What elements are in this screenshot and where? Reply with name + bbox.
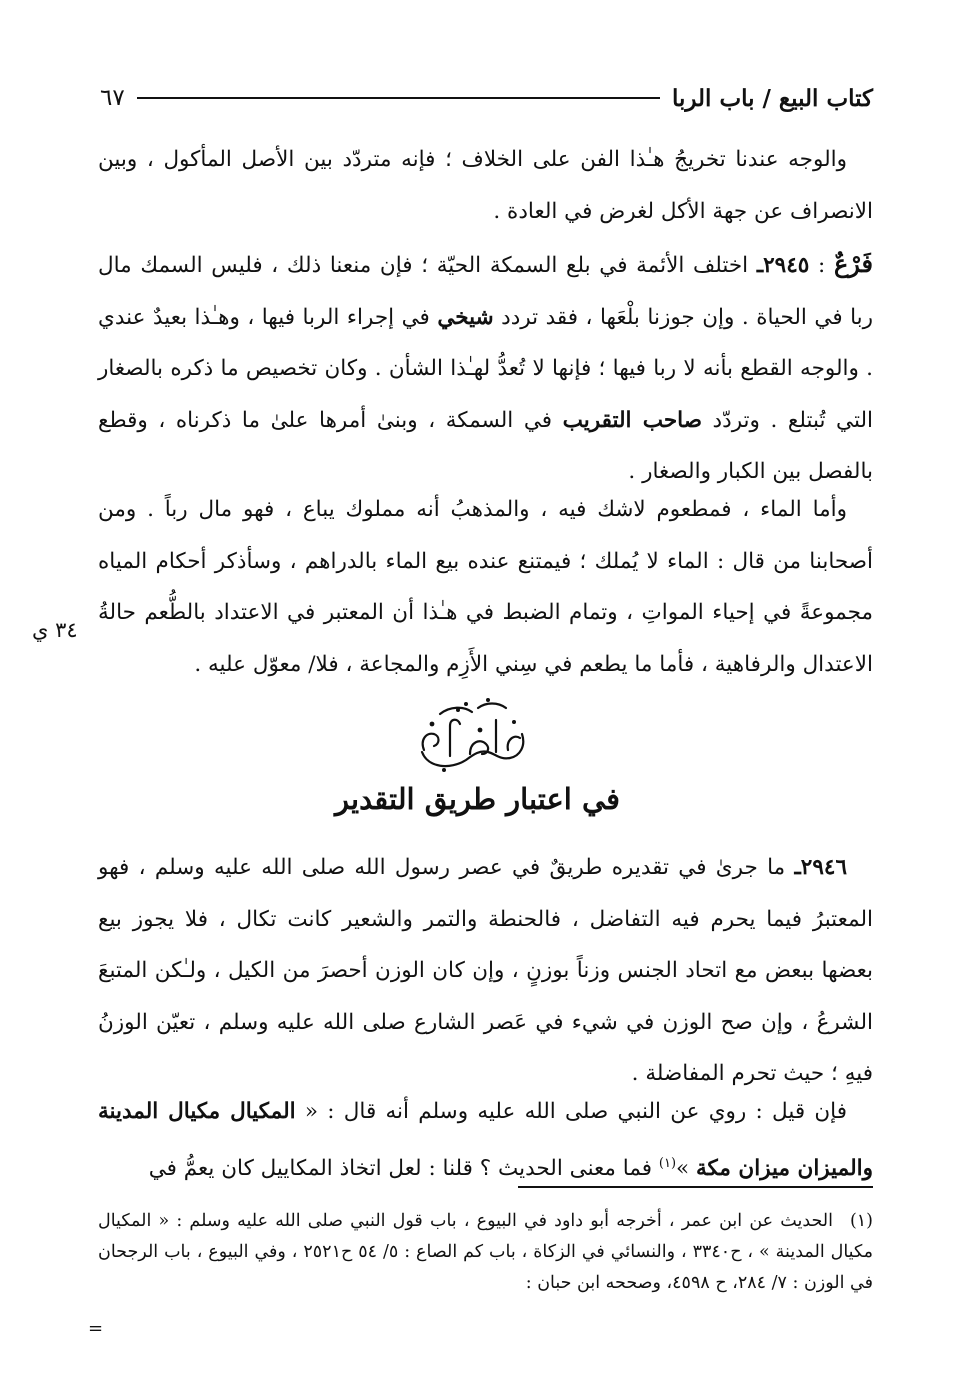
paragraph-2-bold-shaykhi: شيخي xyxy=(437,304,494,330)
hadith-quote: المكيال مكيال المدينة والميزان ميزان مكة xyxy=(98,1099,873,1181)
paragraph-5 xyxy=(98,1086,873,1194)
manuscript-folio-note: ٣٤ ي xyxy=(32,618,78,642)
paragraph-3 xyxy=(98,484,873,690)
header-rule xyxy=(137,97,660,99)
paragraph-5-text-c: » xyxy=(676,1155,697,1181)
footnote-separator xyxy=(518,1186,873,1188)
footnote-text: الحديث عن ابن عمر ، أخرجه أبو داود في البيوع ، باب قول النبي صلى الله عليه وسلم : « المكيال مكيال المدينة » ، ح٣٣٤٠ ، والنسائي في الزكاة ، باب كم الصاع : ٥/ ٥٤ ح٢٥٢١ ، وفي البيوع ، باب الرجحان في الوزن : ٧/ ٢٨٤، ح ٤٥٩٨، وصححه ابن حبان : xyxy=(98,1211,873,1293)
paragraph-3-text: وأما الماء ، فمطعوم لاشك فيه ، والمذهبُ أنه مملوك يباع ، فهو مال رباً . ومن أصحابنا من قال : الماء لا يُملك ؛ فيمتنع عنده بيع الماء بالدراهم ، وسأذكر أحكام المياه مجموعةً في إحياء المواتِ ، وتمام الضبط في هـٰذا أن المعتبر في الاعتداد بالطُّعم حالةُ الاعتدال والرفاهية ، فأما ما يطعم في سِني الأَزِم والمجاعة ، فلا/ معوّل عليه . xyxy=(98,497,873,677)
paragraph-2-text-e: في السمكة ، وبنىٰ أمرها علىٰ ما ذكرناه ، وقطع بالفصل بين الكبار والصغار . xyxy=(98,407,873,484)
page-number: ٦٧ xyxy=(100,85,125,111)
section-heading: في اعتبار طريق التقدير xyxy=(335,782,620,816)
footnote-number: (١) xyxy=(849,1211,873,1231)
issue-number-2945: ٢٩٤٥ـ xyxy=(756,253,810,278)
footnote-ref-1[interactable]: (١) xyxy=(658,1155,677,1171)
paragraph-4 xyxy=(98,842,873,1100)
footnote-continuation-mark: = xyxy=(88,1318,104,1339)
far-label: فَرْعٌ xyxy=(833,249,873,278)
footnote-1 xyxy=(98,1206,873,1299)
paragraph-2 xyxy=(98,238,873,498)
running-header xyxy=(100,78,873,118)
issue-number-2946: ٢٩٤٦ـ xyxy=(794,855,847,880)
paragraph-2-text-c: في إجراء الربا فيها ، وهـٰذا بعيدٌ عندي . والوجه القطع بأنه لا ربا فيها ؛ فإنها لا تُعدُّ لهـٰذا الشأن . وكان تخصيص ما ذكره بالصغار التي تُبتلع . وتردّد xyxy=(98,304,873,433)
paragraph-4-text: ما جرىٰ في تقديره طريقٌ في عصر رسول الله صلى الله عليه وسلم ، فهو المعتبرُ فيما يحرم فيه التفاضل ، فالحنطة والتمر والشعير كانت تكال ، فلا يجوز بيع بعضها ببعض مع اتحاد الجنس وزناً بوزنٍ ، وإن كان الوزن أحصرَ من الكيل ، ولـٰكن المتبعَ الشرعُ ، وإن صح الوزن في شيء في عَصر الشارع صلى الله عليه وسلم ، تعيّن الوزنُ فيهِ ؛ حيث تحرم المفاضلة . xyxy=(98,855,873,1086)
paragraph-5-text-a: فإن قيل : روي عن النبي صلى الله عليه وسلم أنه قال : « xyxy=(295,1099,847,1124)
paragraph-5-text-d: فما معنى الحديث ؟ قلنا : لعل اتخاذ المكاييل كان يعمُّ في xyxy=(148,1155,659,1181)
paragraph-1 xyxy=(98,134,873,237)
far-colon: : xyxy=(809,253,834,278)
fasl-calligraphy-ornament xyxy=(410,690,540,778)
book-title: كتاب البيع / باب الربا xyxy=(671,84,873,112)
paragraph-2-bold-taqrib: صاحب التقريب xyxy=(562,407,702,433)
paragraph-2-text-a: اختلف الأئمة في بلع السمكة الحيّة ؛ فإن منعنا ذلك ، فليس السمك مال ربا في الحياة . وإن جوزنا بلْعَها ، فقد تردد xyxy=(98,253,874,330)
paragraph-1-text: والوجه عندنا تخريجُ هـٰذا الفن على الخلاف ؛ فإنه متردّد بين الأصل المأكول ، وبين الانصراف عن جهة الأكل لغرض في العادة . xyxy=(98,147,873,224)
